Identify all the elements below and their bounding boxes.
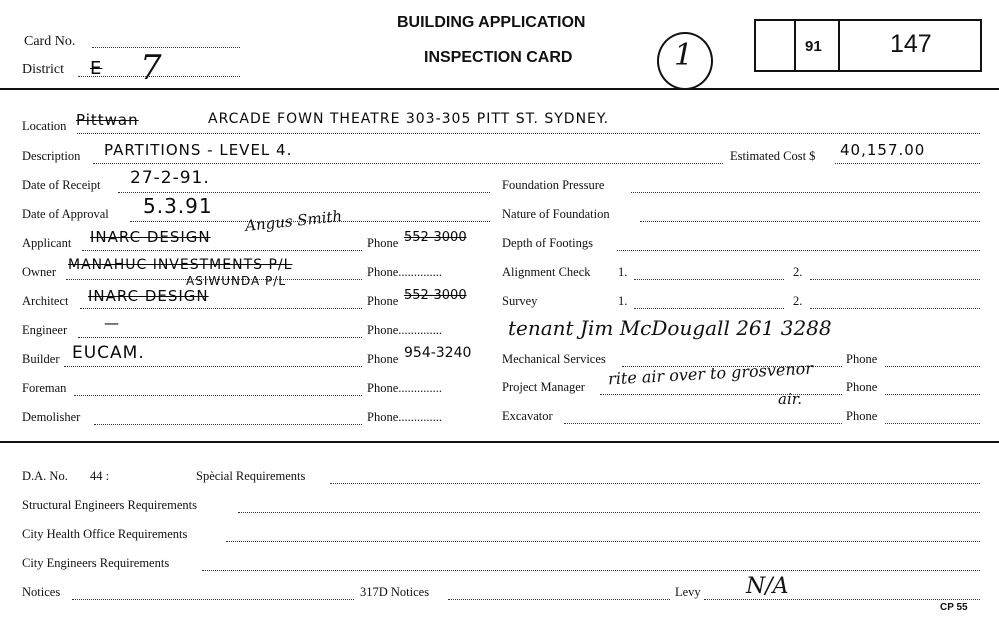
year-value: 91 [805,38,822,55]
city-engineers-line [202,570,980,571]
estimated-cost-label: Estimated Cost $ [730,149,816,163]
depth-footings-label: Depth of Footings [502,236,593,250]
survey-label: Survey [502,294,538,308]
pm-phone-line [885,394,980,395]
foreman-phone-label [367,381,442,396]
excavator-phone-line [885,423,980,424]
mechanical-phone-label: Phone [846,352,878,366]
owner-value: MANAHUC INVESTMENTS P/L [68,257,293,273]
foundation-pressure-line [631,192,980,193]
owner-phone-dots: .............. [398,265,442,279]
alignment-line-1 [634,279,784,280]
pm-phone-label: Phone [846,380,878,394]
owner-phone-label [367,265,442,280]
structural-label: Structural Engineers Requirements [22,498,197,512]
description-label: Description [22,149,81,163]
location-struck: Pittwan [76,111,139,129]
applicant-phone-label: Phone [367,236,399,250]
card-number: 147 [890,30,932,58]
description-value: PARTITIONS - LEVEL 4. [104,141,293,159]
notices-label: Notices [22,585,61,599]
health-label: City Health Office Requirements [22,527,188,541]
applicant-label: Applicant [22,236,72,250]
depth-footings-line [617,250,980,251]
levy-label: Levy [675,585,701,599]
title-line1: BUILDING APPLICATION [397,14,586,31]
special-req-line [330,483,980,484]
builder-label: Builder [22,352,60,366]
architect-phone: 552-3000 [404,288,467,303]
levy-line [704,599,980,600]
da-no-label: D.A. No. [22,469,68,483]
district-label: District [22,62,64,77]
notices-317d-label: 317D Notices [360,585,430,599]
estimated-cost-line [835,163,980,164]
date-approval-value: 5.3.91 [143,194,213,218]
date-receipt-line [118,192,490,193]
levy-value: N/A [746,574,789,599]
alignment-line-2 [810,279,980,280]
architect-phone-label: Phone [367,294,399,308]
description-line [93,163,723,164]
engineer-phone-text: Phone [367,323,399,337]
demolisher-phone-label [367,410,442,425]
alignment-num-1: 1. [618,265,628,279]
engineer-value: — [104,314,120,332]
box-divider-1 [794,19,796,70]
form-code: CP 55 [940,602,968,613]
excavator-phone-label: Phone [846,409,878,423]
header-rule [0,88,999,90]
applicant-phone: 552-3000 [404,230,467,245]
excavator-line [564,423,842,424]
date-receipt-value: 27-2-91. [130,168,210,188]
engineer-phone-dots: .............. [398,323,442,337]
nature-foundation-label: Nature of Foundation [502,207,610,221]
survey-line-2 [810,308,980,309]
title-line2: INSPECTION CARD [424,49,573,66]
notices-line [72,599,354,600]
location-value: ARCADE FOWN THEATRE 303-305 PITT ST. SYDNEY. [208,111,610,127]
date-receipt-label: Date of Receipt [22,178,101,192]
owner-value-2: ASIWUNDA P/L [186,274,287,288]
special-req-label: Spècial Requirements [196,469,306,483]
location-label: Location [22,119,67,133]
card-no-line [92,47,240,48]
structural-line [238,512,980,513]
nature-foundation-line [640,221,980,222]
foreman-phone-text: Phone [367,381,399,395]
survey-num-1: 1. [618,294,628,308]
foreman-label: Foreman [22,381,67,395]
tenant-note: tenant Jim McDougall 261 3288 [508,316,832,340]
engineer-line [78,337,362,338]
project-manager-line [600,394,842,395]
mechanical-label: Mechanical Services [502,352,606,366]
alignment-check-label: Alignment Check [502,265,591,279]
alignment-num-2: 2. [793,265,803,279]
box-divider-2 [838,19,840,70]
pm-note-2: air. [778,390,803,408]
survey-num-2: 2. [793,294,803,308]
district-value: 7 [140,48,162,88]
demolisher-line [94,424,362,425]
circled-number: 1 [674,38,694,73]
architect-line [80,308,362,309]
card-number-box [754,19,982,72]
demolisher-phone-dots: .............. [398,410,442,424]
builder-value: EUCAM. [72,343,145,363]
builder-phone: 954-3240 [404,345,472,361]
survey-line-1 [634,308,784,309]
engineer-phone-label [367,323,442,338]
builder-phone-label: Phone [367,352,399,366]
foundation-pressure-label: Foundation Pressure [502,178,605,192]
notices-317d-line [448,599,670,600]
excavator-label: Excavator [502,409,553,423]
architect-value: INARC DESIGN [88,287,209,305]
approver-signature: Angus Smith [244,206,343,236]
applicant-value: INARC DESIGN [90,228,211,246]
owner-phone-text: Phone [367,265,399,279]
location-line [77,133,980,134]
district-struck: E [90,58,103,79]
estimated-cost-value: 40,157.00 [840,141,926,159]
builder-line [64,366,362,367]
middle-rule [0,441,999,443]
architect-label: Architect [22,294,69,308]
applicant-line [82,250,362,251]
pm-note-1: rite air over to grosvenor [607,358,814,389]
da-no-value: 44 : [90,469,110,483]
mechanical-phone-line [885,366,980,367]
date-approval-label: Date of Approval [22,207,109,221]
card-no-label: Card No. [24,34,76,49]
demolisher-label: Demolisher [22,410,81,424]
engineer-label: Engineer [22,323,68,337]
foreman-phone-dots: .............. [398,381,442,395]
demolisher-phone-text: Phone [367,410,399,424]
owner-label: Owner [22,265,57,279]
project-manager-label: Project Manager [502,380,585,394]
city-engineers-label: City Engineers Requirements [22,556,170,570]
foreman-line [74,395,362,396]
health-line [226,541,980,542]
